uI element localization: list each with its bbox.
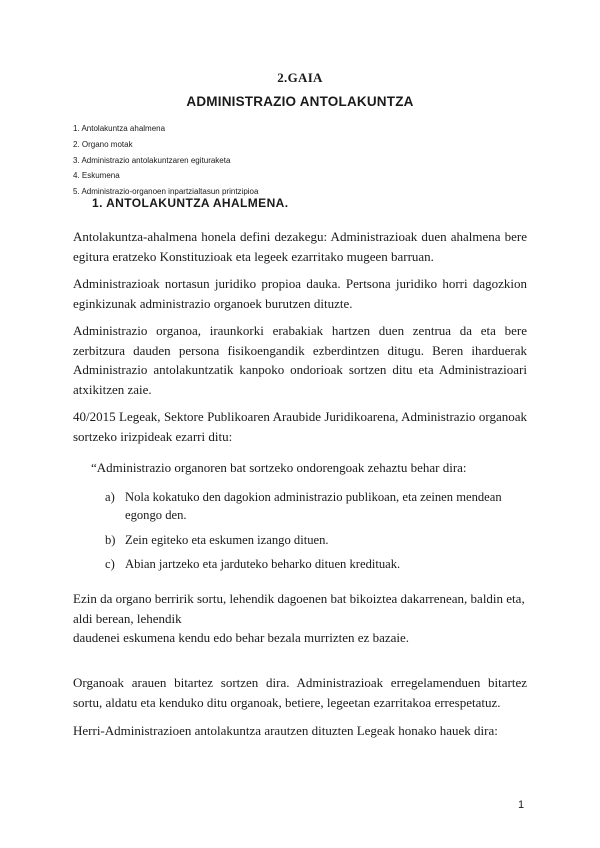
paragraph-duplication-line-2: daudenei eskumena kendu edo behar bezala murrizten ez bazaie. (73, 630, 410, 645)
page-title: ADMINISTRAZIO ANTOLAKUNTZA (186, 94, 414, 109)
quote-intro: “Administrazio organoren bat sortzeko ondorengoak zehaztu behar dira: (91, 460, 467, 475)
paragraph-law-40-2015: 40/2015 Legeak, Sektore Publikoaren Araubide Juridikoarena, Administrazio organoak sortzeko irizpideak ezarri ditu: (73, 409, 527, 444)
toc-item[interactable]: 2. Organo motak (73, 139, 133, 149)
toc-item[interactable]: 1. Antolakuntza ahalmena (73, 124, 166, 133)
section-heading: 1. ANTOLAKUNTZA AHALMENA. (92, 196, 289, 210)
list-item-text: Abian jartzeko eta jarduteko beharko dituen kredituak. (125, 557, 401, 571)
list-marker: a) (105, 490, 115, 504)
list-item (105, 531, 529, 549)
toc-item[interactable]: 5. Administrazio-organoen inpartzialtasun printzipioa (73, 187, 259, 197)
list-item-text: Nola kokatuko den dagokion administrazio publikoan, eta zeinen mendean egongo den. (125, 490, 502, 522)
paragraph-definition: Antolakuntza-ahalmena honela defini dezakegu: Administrazioak duen ahalmena bere egitura eratzeko Konstituzioak eta legeek ezarritako mugeen barruan. (73, 229, 527, 264)
list-item (105, 555, 529, 573)
paragraph-regulations: Organoak arauen bitartez sortzen dira. Administrazioak erregelamenduen bitartez sortu, aldatu eta kenduko ditu organoak, betiere, legeetan ezarritakoa errespetatuz. (73, 675, 527, 710)
criteria-list (105, 488, 529, 580)
page-number: 1 (518, 799, 525, 811)
list-item (105, 488, 529, 524)
list-marker: b) (105, 532, 116, 547)
table-of-contents (73, 121, 258, 200)
toc-item[interactable]: 4. Eskumena (73, 171, 120, 181)
paragraph-laws-intro: Herri-Administrazioen antolakuntza arautzen dituzten Legeak honako hauek dira: (73, 723, 498, 738)
paragraph-legal-personality: Administrazioak nortasun juridiko propioa dauka. Pertsona juridiko horri dagozkion eginkizunak administrazio organoek burutzen dituzte. (73, 276, 527, 311)
paragraph-administrative-organ: Administrazio organoa, iraunkorki erabakiak hartzen duen zentrua da eta bere zerbitzura dauden persona fisikoengandik ezberdintzen ditugu. Beren iharduerak Administrazio antolakuntzatik kanpoko ondorioak sortzen ditu eta Administrazioari atxikitzen zaie. (73, 323, 527, 397)
topic-number: 2.GAIA (277, 70, 323, 85)
list-marker: c) (105, 557, 115, 571)
toc-item[interactable]: 3. Administrazio antolakuntzaren egituraketa (73, 155, 231, 165)
list-item-text: Zein egiteko eta eskumen izango dituen. (125, 532, 329, 547)
paragraph-duplication-line-1: Ezin da organo berririk sortu, lehendik dagoenen bat bikoiztea dakarrenean, baldin eta, aldi berean, lehendik (73, 591, 525, 626)
